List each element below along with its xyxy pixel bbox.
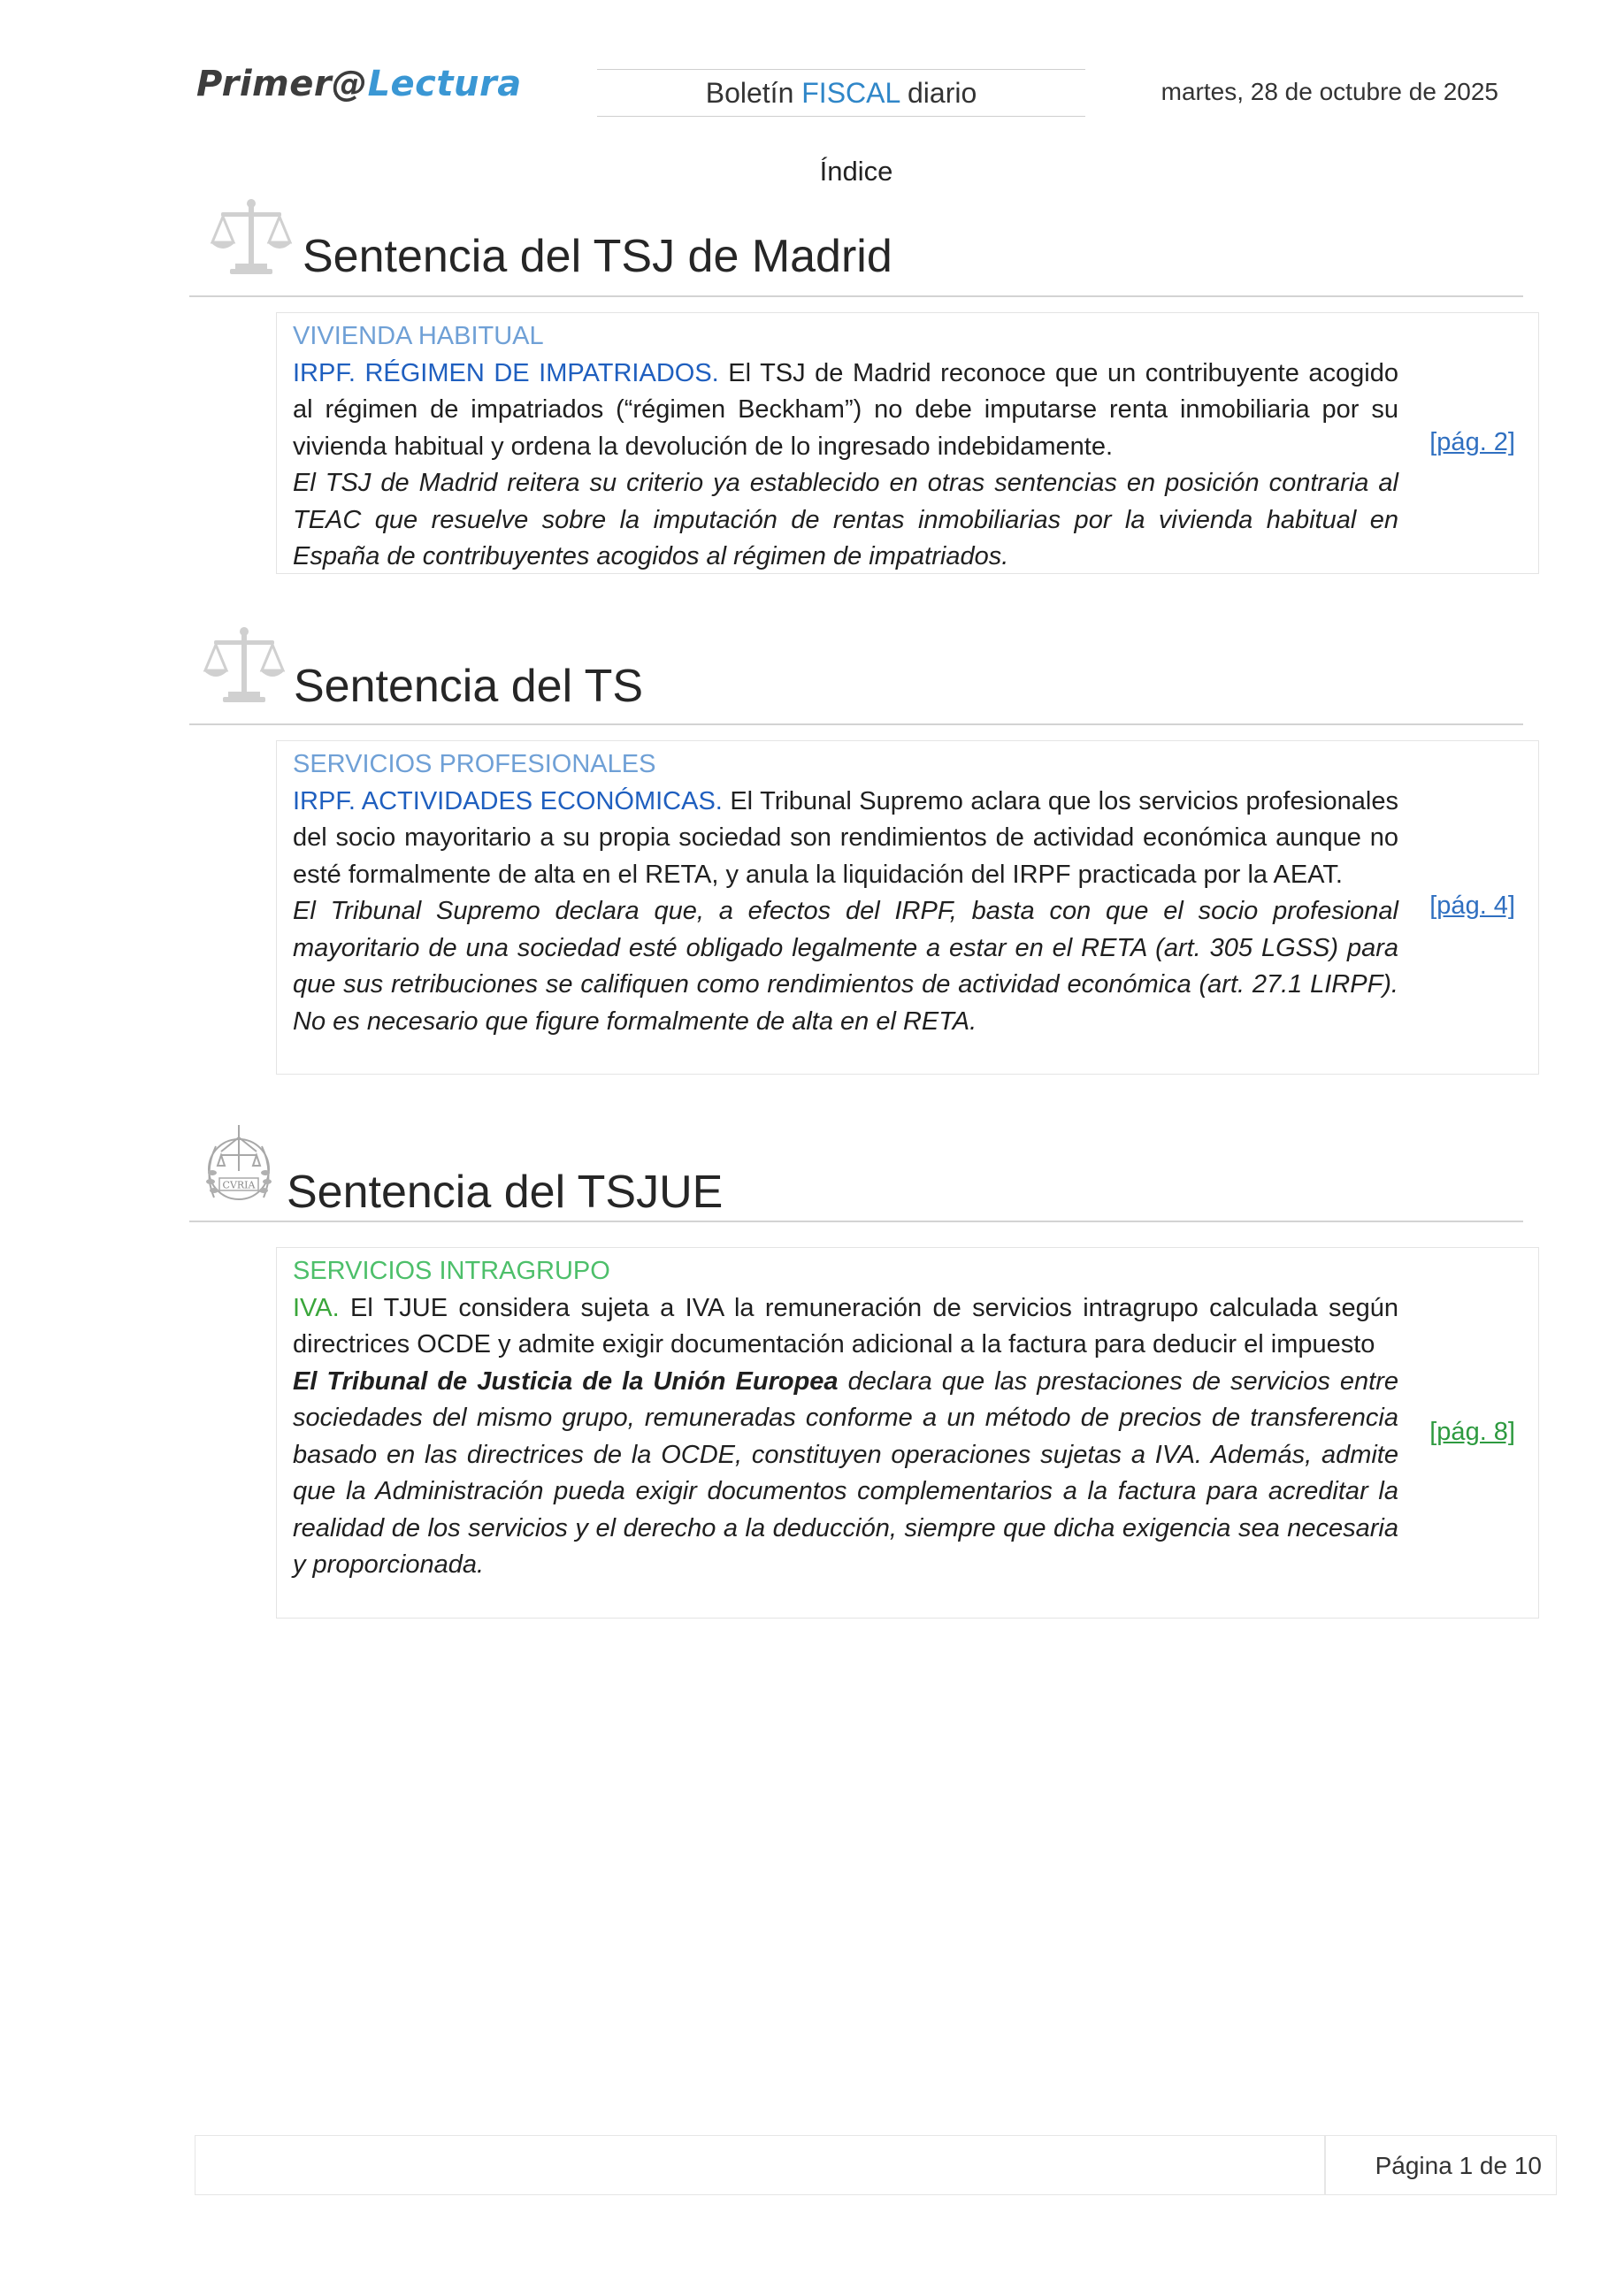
bulletin-suffix: diario [900,77,977,109]
entry-summary: El TSJ de Madrid reconoce que un contribuyente acogido al régimen de impatriados (“régimen Beckham”) no debe imputarse renta inmobiliaria por su vivienda habitual y ordena la devolución de lo ingresado indebidamente. [293,358,1398,461]
section-heading-ts [189,624,1523,725]
entry-category: SERVICIOS INTRAGRUPO [293,1257,610,1285]
bulletin-title [597,69,1085,117]
bulletin-accent: FISCAL [801,77,900,109]
page-link[interactable]: [pág. 8] [1429,1418,1515,1446]
seal-text: CVRIA [222,1179,256,1191]
section-title: Sentencia del TS [294,661,644,712]
entry-summary: El TJUE considera sujeta a IVA la remuneración de servicios intragrupo calculada según directrices OCDE y admite exigir documentación adicional a la factura para deducir el impuesto [293,1293,1398,1358]
entry-summary: El Tribunal Supremo aclara que los servicios profesionales del socio mayoritario a su propia sociedad son rendimientos de actividad económica aunque no esté formalmente de alta en el RETA, y anula la liquidación del IRPF practicada por la AEAT. [293,786,1398,889]
page-number: Página 1 de 10 [1375,2152,1542,2179]
index-heading: Índice [819,156,893,187]
logo-part2: Lectura [367,64,522,104]
scales-icon [209,196,294,281]
entry-keyword: IRPF. ACTIVIDADES ECONÓMICAS. [293,786,723,815]
page-footer [195,2135,1557,2195]
entry-detail: declara que las prestaciones de servicios entre sociedades del mismo grupo, remuneradas conforme a un método de precios de transferencia basado en las directrices de la OCDE, constituyen operaciones sujetas a IVA. Además, admite que la Administración pueda exigir documentos complementarios a la factura para acreditar la realidad de los servicios y el derecho a la deducción, siempre que dicha exigencia sea necesaria y proporcionada. [293,1366,1398,1579]
entry-content [293,1253,1398,1584]
bulletin-prefix: Boletín [705,77,802,109]
page-link[interactable]: [pág. 2] [1429,428,1515,456]
section-heading-tsjue [189,1121,1523,1222]
logo-part1: Primer@ [196,64,368,104]
issue-date: martes, 28 de octubre de 2025 [1161,78,1498,105]
entry-detail-bold: El Tribunal de Justicia de la Unión Europea [293,1366,839,1396]
scales-icon [202,624,287,709]
entry-category: VIVIENDA HABITUAL [293,322,544,350]
entry-category: SERVICIOS PROFESIONALES [293,750,656,778]
entry-card [276,740,1539,1075]
footer-divider [1324,2136,1326,2194]
section-heading-tsj-madrid [189,196,1523,297]
entry-card [276,1247,1539,1619]
entry-keyword: IRPF. RÉGIMEN DE IMPATRIADOS. [293,358,719,387]
entry-keyword: IVA. [293,1293,340,1322]
page-link[interactable]: [pág. 4] [1429,892,1515,920]
entry-detail: El TSJ de Madrid reitera su criterio ya establecido en otras sentencias en posición contraria al TEAC que resuelve sobre la imputación de rentas inmobiliarias por la vivienda habitual en España de contribuyentes acogidos al régimen de impatriados. [293,469,1398,570]
logo [196,64,522,104]
entry-content [293,318,1398,576]
section-title: Sentencia del TSJUE [287,1167,724,1218]
entry-detail: El Tribunal Supremo declara que, a efectos del IRPF, basta con que el socio profesional mayoritario de una sociedad esté obligado legalmente a estar en el RETA (art. 305 LGSS) para que sus retribuciones se califiquen como rendimientos de actividad económica (art. 27.1 LIRPF). No es necesario que figure formalmente de alta en el RETA. [293,897,1398,1036]
entry-content [293,746,1398,1040]
curia-seal-icon [195,1120,283,1212]
section-title: Sentencia del TSJ de Madrid [303,231,892,282]
entry-card [276,312,1539,574]
